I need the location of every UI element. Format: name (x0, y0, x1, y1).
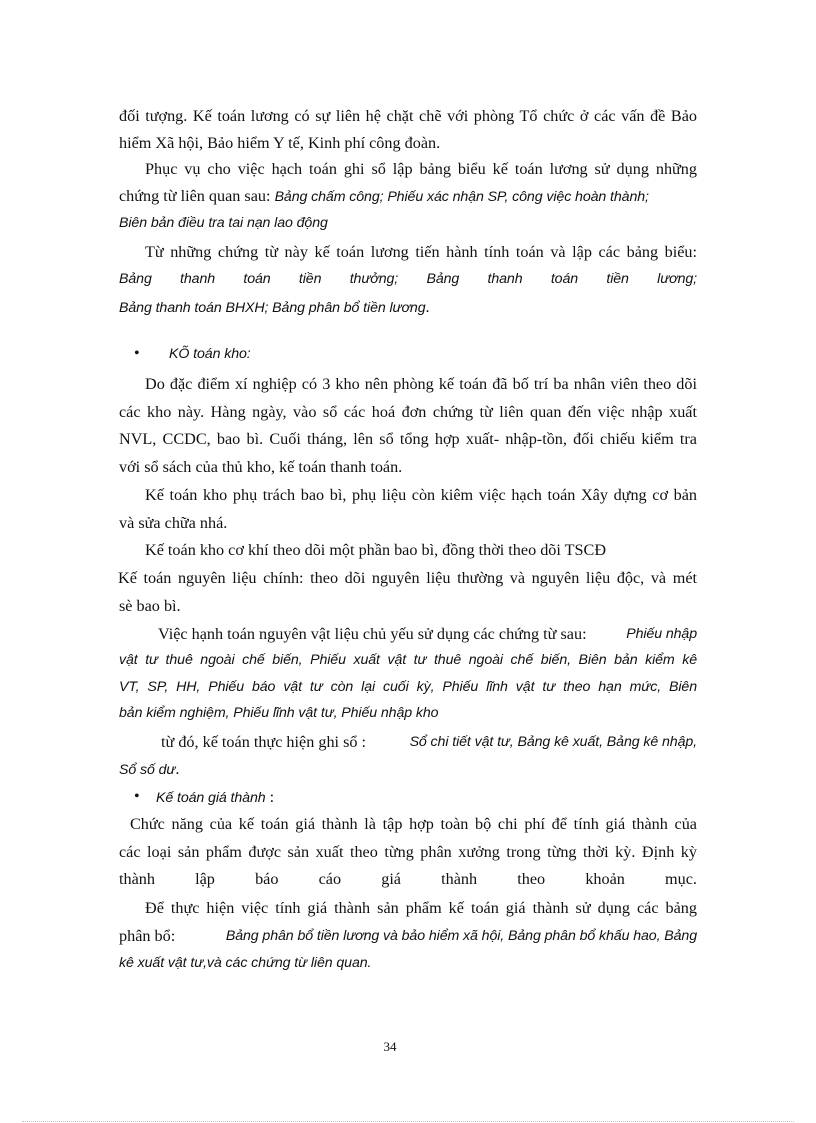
paragraph-line: sè bao bì. (119, 597, 181, 615)
paragraph-line (119, 184, 697, 208)
section-heading: KÕ toán kho: (169, 346, 251, 362)
italic-text: Sổ chi tiết vật tư, Bảng kê xuất, Bảng kê nhập, (409, 734, 697, 750)
paragraph-line: vật tư thuê ngoài chế biến, Phiếu xuất vật tư thuê ngoài chế biến, Biên bản kiểm kê (119, 652, 697, 668)
word: thanh (180, 271, 216, 287)
word: thưởng; (349, 271, 399, 287)
italic-text: Bảng chấm công; Phiếu xác nhận SP, công việc hoàn thành; (274, 189, 649, 205)
italic-text: Phiếu nhập (626, 626, 697, 642)
word: toán (550, 271, 579, 287)
word: theo (517, 870, 546, 888)
section-heading (156, 785, 456, 809)
plain-text: . (425, 298, 430, 316)
plain-text: Việc hạnh toán nguyên vật liệu chủ yếu sử dụng các chứng từ sau: (158, 625, 587, 643)
paragraph-line: VT, SP, HH, Phiếu báo vật tư còn lại cuối kỳ, Phiếu lĩnh vật tư theo hạn mức, Biên (119, 679, 697, 695)
plain-text: . (175, 760, 180, 778)
paragraph-line (119, 295, 697, 319)
paragraph-line (119, 924, 697, 948)
paragraph-line: và sửa chữa nhá. (119, 514, 228, 532)
paragraph-line: Biên bản điều tra tai nạn lao động (119, 215, 328, 231)
page-number: 34 (383, 1039, 397, 1054)
plain-text: từ đó, kế toán thực hiện ghi sổ : (161, 733, 367, 751)
paragraph-line: Kế toán kho phụ trách bao bì, phụ liệu còn kiêm việc hạch toán Xây dựng cơ bản (145, 486, 697, 504)
paragraph-line (119, 867, 697, 891)
paragraph-line: kê xuất vật tư,và các chứng từ liên quan. (119, 955, 372, 971)
paragraph-line: hiểm Xã hội, Bảo hiểm Y tế, Kinh phí công đoàn. (119, 134, 441, 152)
word: thành (119, 870, 155, 888)
paragraph-line: Kế toán kho cơ khí theo dõi một phần bao bì, đồng thời theo dõi TSCĐ (145, 541, 607, 559)
paragraph-line: đối tượng. Kế toán lương có sự liên hệ chặt chẽ với phòng Tổ chức ở các vấn đề Bảo (119, 107, 697, 125)
word: Bảng (119, 271, 152, 287)
page-bottom-divider (22, 1121, 794, 1122)
paragraph-line (158, 622, 697, 646)
paragraph-line: Từ những chứng từ này kế toán lương tiến hành tính toán và lập các bảng biểu: (145, 243, 697, 261)
bullet-icon: • (134, 345, 140, 362)
paragraph-line: với sổ sách của thủ kho, kế toán thanh toán. (119, 458, 403, 476)
word: thanh (487, 271, 523, 287)
paragraph-line: Kế toán nguyên liệu chính: theo dõi nguyên liệu thường và nguyên liệu độc, và mét (118, 569, 697, 587)
italic-text: Kế toán giá thành (156, 790, 266, 806)
paragraph-line: các kho này. Hàng ngày, vào sổ các hoá đơn chứng từ liên quan đến việc nhập xuất (119, 403, 697, 421)
word: Bảng (426, 271, 460, 287)
word: tiền (298, 271, 322, 287)
italic-text: Bảng thanh toán BHXH; Bảng phân bổ tiền lương (119, 300, 426, 316)
italic-text: Sổ số dư (119, 762, 176, 778)
word: mục. (665, 870, 697, 888)
paragraph-line (119, 267, 697, 291)
plain-text: : (265, 788, 275, 806)
paragraph-line: bản kiểm nghiệm, Phiếu lĩnh vật tư, Phiếu nhập kho (119, 705, 439, 721)
italic-text: Bảng phân bổ tiền lương và bảo hiểm xã hội, Bảng phân bổ khấu hao, Bảng (225, 928, 697, 944)
bullet-icon: • (134, 788, 140, 805)
word: tiền (606, 271, 629, 287)
word: cáo (318, 870, 342, 888)
paragraph-line: các loại sản phẩm được sản xuất theo từng phân xưởng trong từng thời kỳ. Định kỳ (119, 843, 697, 861)
word: lương; (657, 271, 697, 287)
word: báo (255, 870, 279, 888)
plain-text: phân bổ: (119, 927, 176, 945)
paragraph-line (119, 757, 697, 781)
word: thành (441, 870, 478, 888)
paragraph-line: Để thực hiện việc tính giá thành sản phẩm kế toán giá thành sử dụng các bảng (145, 899, 697, 917)
paragraph-line (161, 730, 697, 754)
paragraph-line: Chức năng của kế toán giá thành là tập hợp toàn bộ chi phí để tính giá thành của (130, 815, 697, 833)
paragraph-line: Do đặc điểm xí nghiệp có 3 kho nên phòng kế toán đã bố trí ba nhân viên theo dõi (145, 375, 697, 393)
word: toán (243, 271, 271, 287)
paragraph-line: NVL, CCDC, bao bì. Cuối tháng, lên sổ tổng hợp xuất- nhập-tồn, đối chiếu kiểm tra (119, 430, 697, 448)
paragraph-line: Phục vụ cho việc hạch toán ghi sổ lập bảng biểu kế toán lương sử dụng những (145, 160, 697, 178)
word: lập (195, 870, 215, 888)
plain-text: chứng từ liên quan sau: (119, 187, 275, 205)
word: khoản (585, 870, 625, 888)
word: giá (381, 870, 401, 888)
